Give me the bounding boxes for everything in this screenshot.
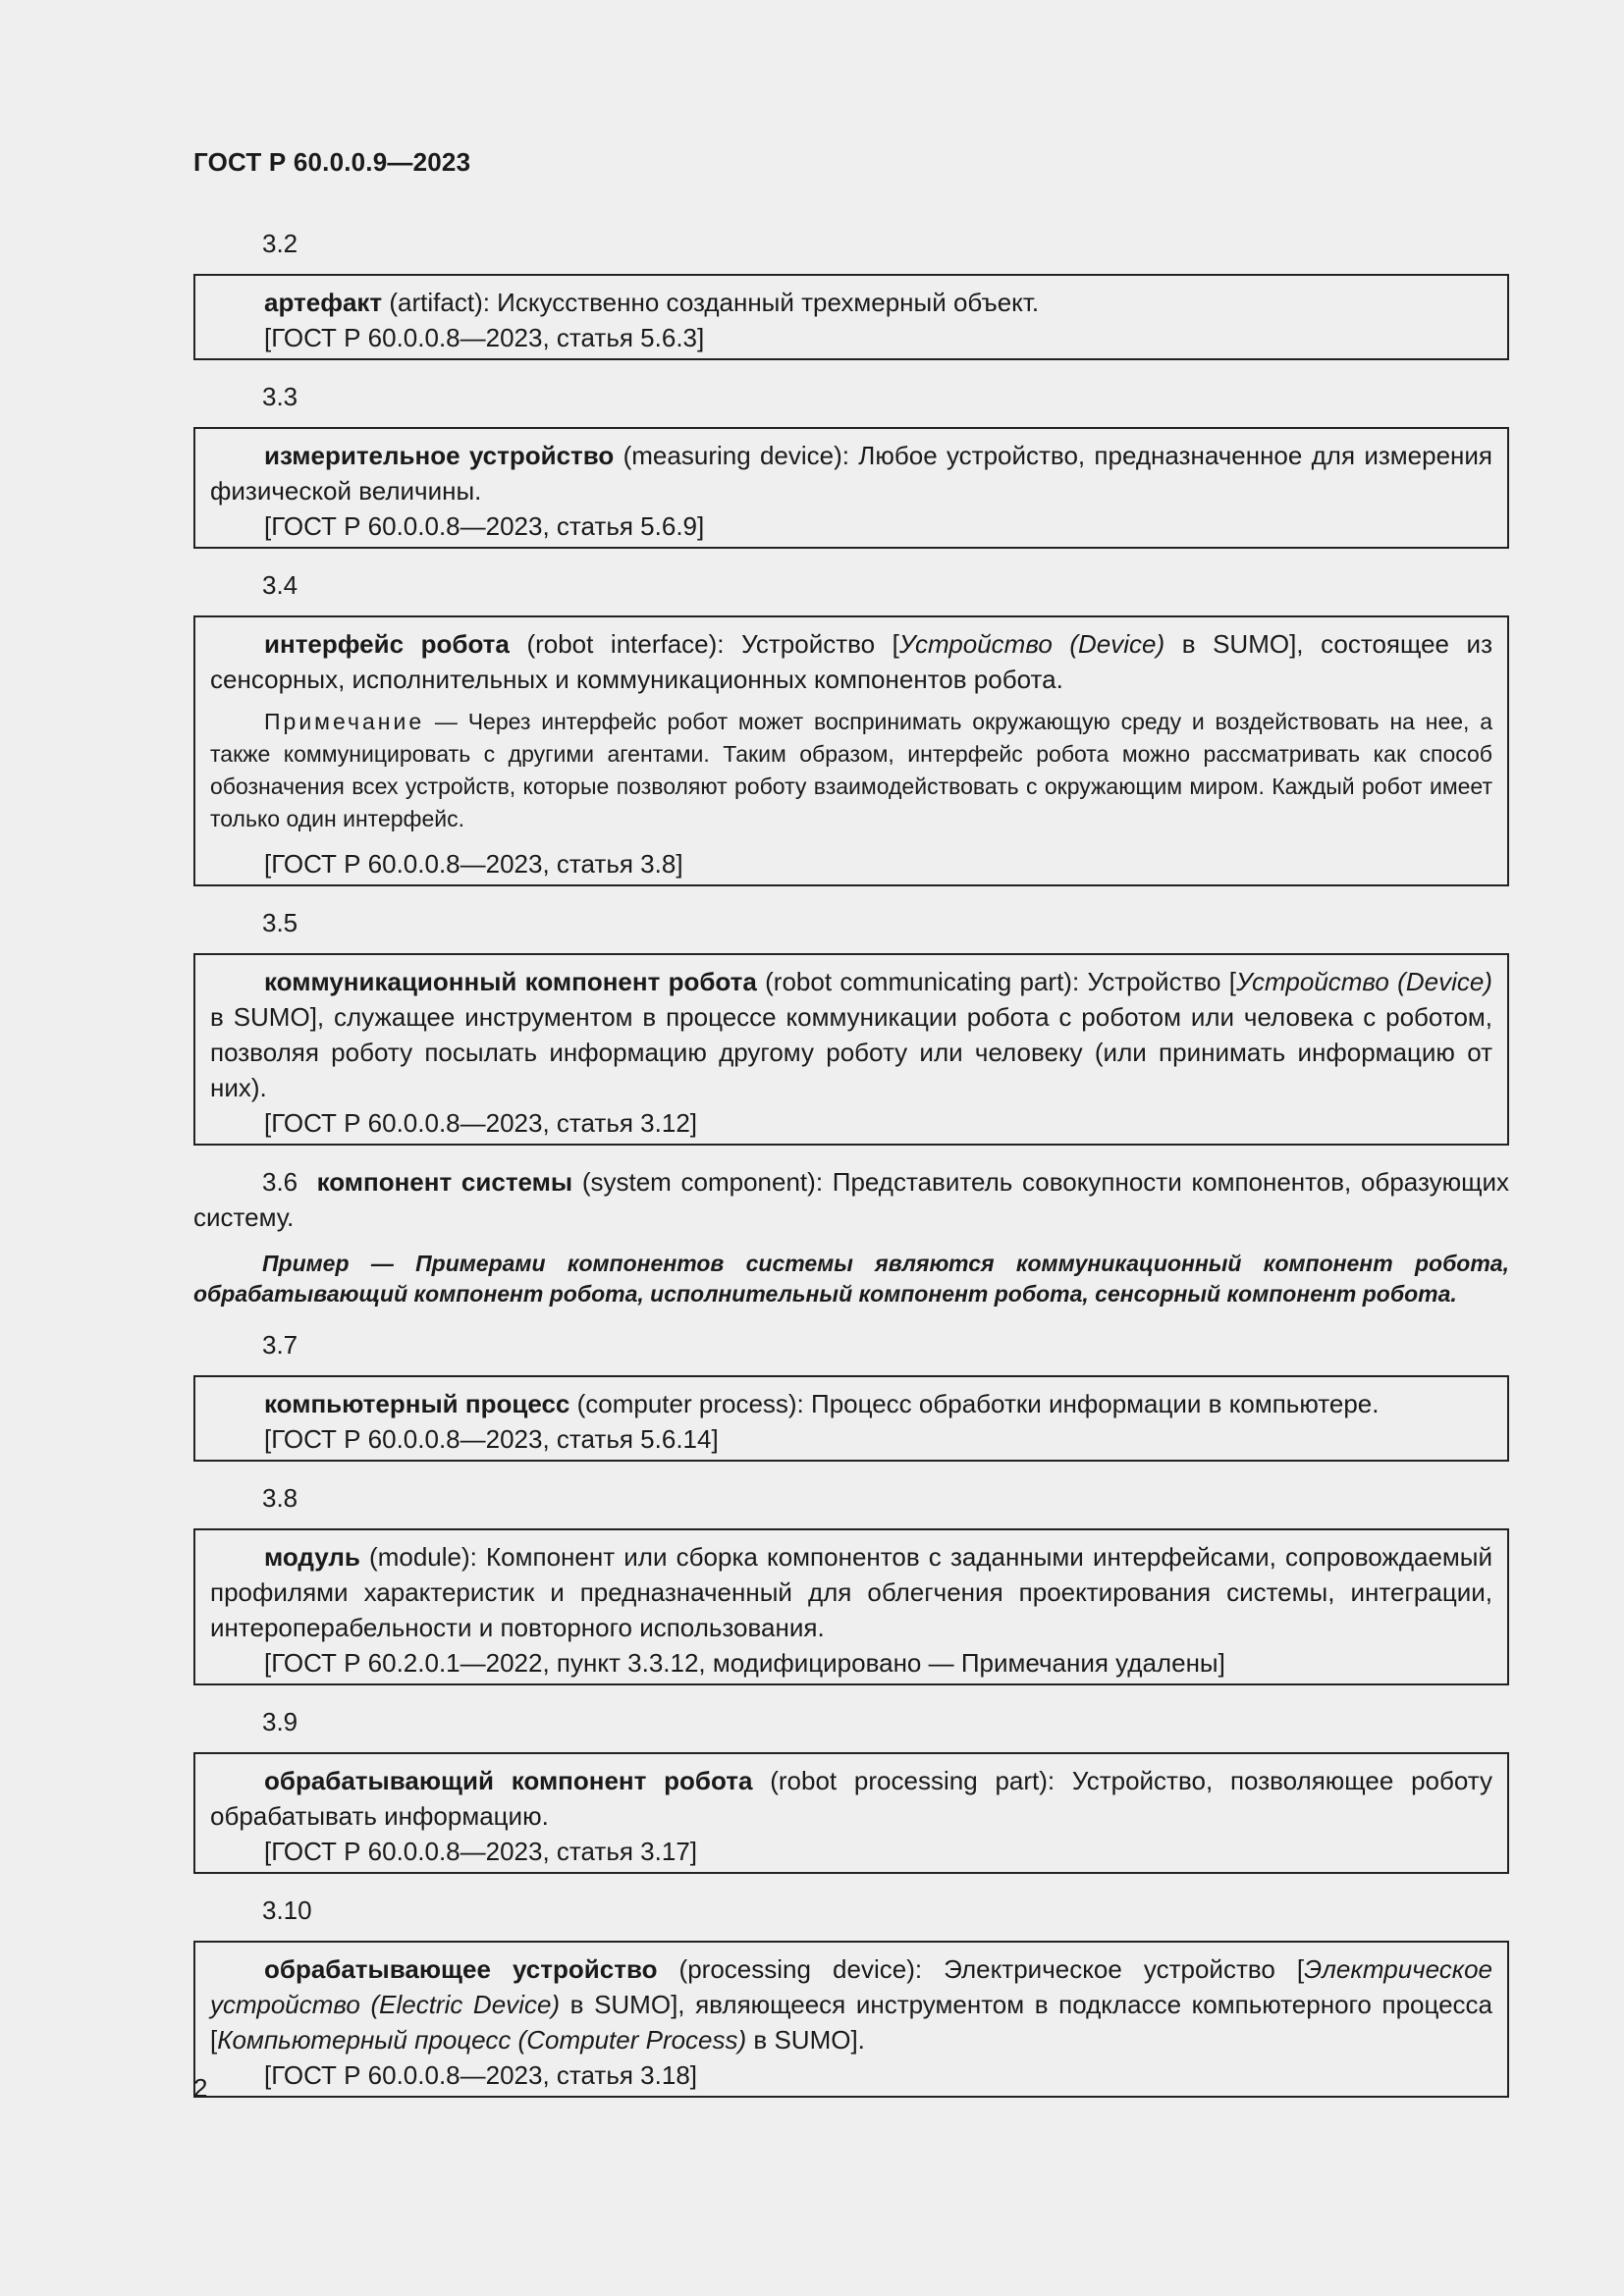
entry-number: 3.3 [262,382,298,411]
definition-text: Процесс обработки информации в компьютере. [803,1389,1380,1418]
term-english: (robot interface): [509,629,725,659]
term: обрабатывающий компонент робота [264,1766,753,1795]
definition-text: в SUMO]. [746,2025,865,2055]
definition-text: Электрическое устройство [ [922,1954,1305,1984]
term: компонент системы [316,1167,573,1197]
term: модуль [264,1542,360,1572]
source-reference: [ГОСТ Р 60.0.0.8—2023, статья 3.17] [264,1837,697,1866]
term-box-3-9 [193,1752,1509,1874]
definition [210,438,1492,508]
term: интерфейс робота [264,629,510,659]
source-reference: [ГОСТ Р 60.0.0.8—2023, статья 5.6.14] [264,1424,719,1454]
term-english: (artifact): [382,288,490,317]
entry-number: 3.10 [262,1896,312,1925]
definition-text: Искусственно созданный трехмерный объект. [489,288,1040,317]
source-reference: [ГОСТ Р 60.0.0.8—2023, статья 5.6.9] [264,511,705,541]
note-label: Примечание [264,709,425,734]
definition [210,964,1492,1105]
definition [210,285,1492,320]
example: Пример — Примерами компонентов системы являются коммуникационный компонент робота, обрабатывающий компонент робота, исполнительный компонент робота, сенсорный компонент робота. [193,1251,1509,1307]
term-english: (computer process): [569,1389,804,1418]
sumo-reference: Устройство (Device) [1235,967,1492,996]
term: измерительное устройство [264,441,615,470]
term-english: (robot communicating part): [756,967,1080,996]
definition-text: Любое устройство, предназначенное для измерения физической величины. [210,441,1493,506]
term-english: (module): [359,1542,477,1572]
term-box-3-5 [193,953,1509,1146]
page-number: 2 [193,2073,208,2103]
source-reference: [ГОСТ Р 60.0.0.8—2023, статья 3.12] [264,1108,697,1138]
sumo-reference: Компьютерный процесс (Computer Process) [217,2025,747,2055]
terms-section [193,226,1509,2116]
sumo-reference: Устройство (Device) [898,629,1165,659]
term-english: (system component): [572,1167,824,1197]
term-box-3-4 [193,615,1509,886]
entry-number: 3.5 [262,908,298,937]
term-box-3-8 [193,1528,1509,1685]
source-reference: [ГОСТ Р 60.2.0.1—2022, пункт 3.3.12, модифицировано — Примечания удалены] [264,1648,1225,1678]
term-english: (robot processing part): [752,1766,1056,1795]
term-box-3-2 [193,274,1509,360]
definition-text: Компонент или сборка компонентов с заданными интерфейсами, сопровождаемый профилями характеристик и предназначенный для облегчения проектирования системы, интеграции, интероперабельности и повторного использования. [210,1542,1492,1642]
term: обрабатывающее устройство [264,1954,658,1984]
entry-number: 3.8 [262,1483,298,1513]
note-text: — Через интерфейс робот может воспринимать окружающую среду и воздействовать на нее, а также коммуницировать с другими агентами. Таким образом, интерфейс робота можно рассматривать как способ обозначения всех устройств, которые позволяют роботу взаимодействовать с окружающим миром. Каждый робот имеет только один интерфейс. [210,709,1492,831]
definition-text: в SUMO], служащее инструментом в процессе коммуникации робота с роботом или человека с роботом, позволяя роботу посылать информацию другому роботу или человеку (или принимать информацию от них). [210,1002,1492,1102]
definition [210,1386,1492,1421]
definition-text: Устройство, позволяющее роботу обрабатывать информацию. [210,1766,1492,1831]
definition [210,1951,1492,2057]
definition-text: Устройство [ [1079,967,1236,996]
sumo-reference: Электрическое устройство (Electric Device) [210,1954,1492,2019]
definition [210,1539,1492,1645]
term: артефакт [264,288,383,317]
note [210,706,1492,835]
term-box-3-3 [193,427,1509,549]
entry-number: 3.2 [262,229,298,258]
term-box-3-7 [193,1375,1509,1462]
entry-number: 3.9 [262,1707,298,1736]
term-entry-3-6 [193,1164,1509,1235]
entry-number: 3.7 [262,1330,298,1360]
definition-text: в SUMO], состоящее из сенсорных, исполнительных и коммуникационных компонентов робота. [210,629,1492,694]
source-reference: [ГОСТ Р 60.0.0.8—2023, статья 5.6.3] [264,323,705,352]
definition-text: Представитель совокупности компонентов, образующих систему. [193,1167,1509,1232]
term: коммуникационный компонент робота [264,967,757,996]
definition-text: в SUMO], являющееся инструментом в подклассе компьютерного процесса [ [210,1990,1493,2055]
source-reference: [ГОСТ Р 60.0.0.8—2023, статья 3.8] [264,849,683,879]
entry-number: 3.4 [262,570,298,600]
term-english: (measuring device): [614,441,849,470]
definition [210,626,1492,697]
definition-text: Устройство [ [724,629,899,659]
definition [210,1763,1492,1834]
entry-number: 3.6 [262,1167,298,1197]
source-reference: [ГОСТ Р 60.0.0.8—2023, статья 3.18] [264,2060,697,2090]
standard-header: ГОСТ Р 60.0.0.9—2023 [193,147,471,177]
term-box-3-10 [193,1941,1509,2098]
term-english: (processing device): [657,1954,923,1984]
term: компьютерный процесс [264,1389,570,1418]
